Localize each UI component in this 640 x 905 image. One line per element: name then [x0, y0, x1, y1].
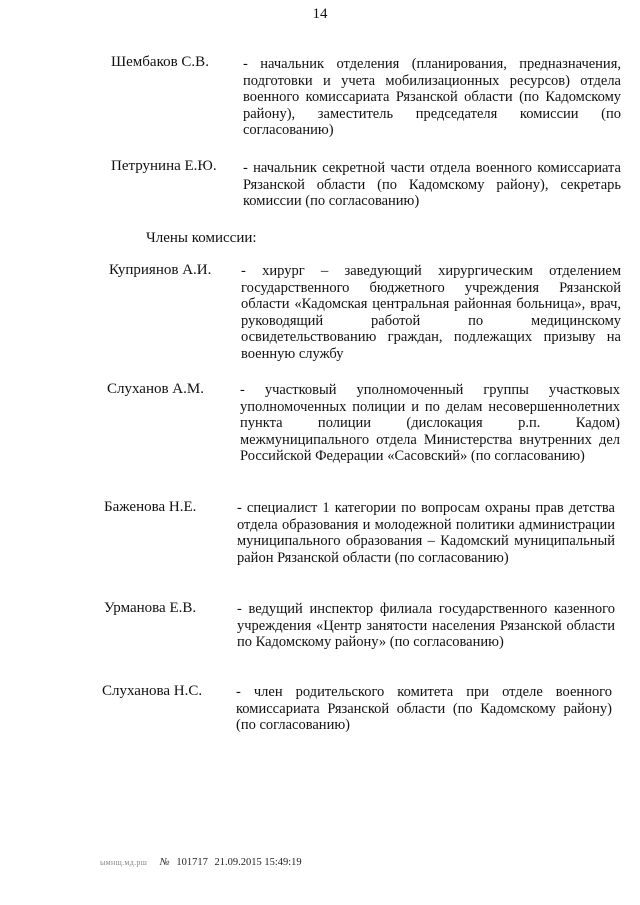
person-role: - ведущий инспектор филиала государственного казенного учреждения «Центр занятости населения Рязанской области по Кадомскому району» (по согласованию) — [237, 601, 615, 651]
person-role: - участковый уполномоченный группы участковых уполномоченных полиции и по делам несовершеннолетних пункта полиции (дислокация р.п. Кадом) межмуниципального отдела Министерства внутренних дел Российской Федерации «Сасовский» (по согласованию) — [240, 382, 620, 465]
person-role: - специалист 1 категории по вопросам охраны прав детства отдела образования и молодежной политики администрации муниципального образования – Кадомский муниципальный район Рязанской области (по согласованию) — [237, 500, 615, 566]
footer-faint-text: ымнщ.мд.рш — [100, 858, 148, 867]
person-role: - начальник отделения (планирования, предназначения, подготовки и учета мобилизационных ресурсов) отдела военного комиссариата Рязанской области (по Кадомскому району), заместитель председателя комиссии (по согласованию) — [243, 56, 621, 139]
person-name: Слуханов А.М. — [107, 381, 204, 397]
person-name: Урманова Е.В. — [104, 600, 197, 616]
person-role: - начальник секретной части отдела военного комиссариата Рязанской области (по Кадомскому району), секретарь комиссии (по согласованию) — [243, 160, 621, 210]
person-name: Куприянов А.И. — [109, 262, 212, 278]
person-role: - член родительского комитета при отделе военного комиссариата Рязанской области (по Кадомскому району) (по согласованию) — [236, 684, 612, 734]
document-number: 101717 — [176, 857, 208, 868]
person-name: Петрунина Е.Ю. — [111, 158, 217, 174]
number-sign: № — [159, 857, 170, 868]
person-name: Слуханова Н.С. — [102, 683, 203, 699]
person-role: - хирург – заведующий хирургическим отделением государственного бюджетного учреждения Рязанской области «Кадомская центральная районная больница», врач, руководящий работой по медицинскому освидетельствованию граждан, подлежащих призыву на военную службу — [241, 263, 621, 362]
person-name: Шембаков С.В. — [111, 54, 209, 70]
document-footer — [100, 857, 302, 868]
members-heading: Члены комиссии: — [146, 230, 257, 246]
page-number: 14 — [312, 6, 328, 22]
document-timestamp: 21.09.2015 15:49:19 — [214, 857, 302, 868]
person-name: Баженова Н.Е. — [104, 499, 197, 515]
